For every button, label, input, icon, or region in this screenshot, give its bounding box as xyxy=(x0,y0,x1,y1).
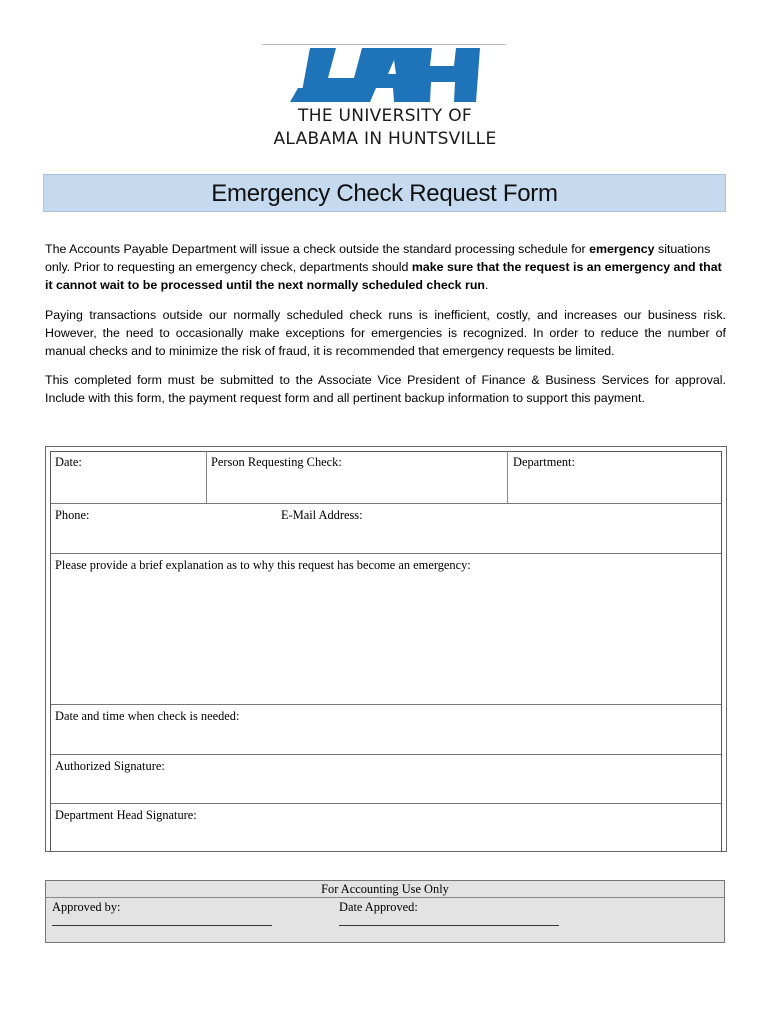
accounting-header: For Accounting Use Only xyxy=(46,881,724,898)
p1-text-c: situations only. Prior to requesting an emergency check, departments should xyxy=(45,242,711,274)
row-date-time-needed xyxy=(51,704,721,754)
logo-text-line2: ALABAMA IN HUNTSVILLE xyxy=(273,129,497,149)
date-approved-label: Date Approved: xyxy=(339,900,418,914)
divider xyxy=(206,451,207,503)
row-phone-email xyxy=(51,503,721,553)
date-time-needed-label: Date and time when check is needed: xyxy=(55,709,240,723)
phone-field-label: Phone: xyxy=(55,508,90,522)
intro-paragraph-1 xyxy=(45,240,726,294)
row-explanation xyxy=(51,553,721,704)
divider xyxy=(507,451,508,503)
email-field-label: E-Mail Address: xyxy=(281,508,363,522)
p1-text-a: The Accounts Payable Department will issue a check outside the standard processing schedule for xyxy=(45,242,590,256)
uah-logo-icon xyxy=(290,48,480,106)
accounting-use-box xyxy=(45,880,725,943)
request-form-inner xyxy=(50,451,722,851)
intro-paragraph-2: Paying transactions outside our normally scheduled check runs is inefficient, costly, and increases our business risk. However, the need to occasionally make exceptions for emergencies is recognized. In order to reduce the number of manual checks and to minimize the risk of fraud, it is recommended that emergency requests be limited. xyxy=(45,308,726,358)
authorized-signature-label: Authorized Signature: xyxy=(55,759,165,773)
department-head-signature-label: Department Head Signature: xyxy=(55,808,197,822)
date-field-label: Date: xyxy=(55,455,82,469)
department-field-label: Department: xyxy=(513,455,575,469)
form-title: Emergency Check Request Form xyxy=(211,180,558,207)
p1-text-e: . xyxy=(484,278,489,292)
approved-by-label: Approved by: xyxy=(52,900,121,914)
row-authorized-signature xyxy=(51,754,721,804)
approved-by-line xyxy=(52,925,272,926)
title-bar xyxy=(43,174,726,212)
p1-emphasis-requirement: make sure that the request is an emergency and that it cannot wait to be processed until the next normally scheduled check run xyxy=(45,260,722,292)
logo-rule xyxy=(262,44,506,45)
intro-paragraph-3: This completed form must be submitted to the Associate Vice President of Finance & Business Services for approval. Include with this form, the payment request form and all pertinent backup information to support this payment. xyxy=(45,373,726,405)
university-logo xyxy=(262,44,508,148)
date-approved-line xyxy=(339,925,559,926)
logo-text-line1: THE UNIVERSITY OF xyxy=(298,106,472,126)
person-requesting-field-label: Person Requesting Check: xyxy=(211,455,342,469)
row-date-person-department xyxy=(51,451,721,503)
explanation-field-label: Please provide a brief explanation as to why this request has become an emergency: xyxy=(55,558,471,572)
request-form-table xyxy=(45,446,727,852)
p1-emphasis-emergency: emergency xyxy=(589,242,655,256)
row-department-head-signature xyxy=(51,803,721,853)
